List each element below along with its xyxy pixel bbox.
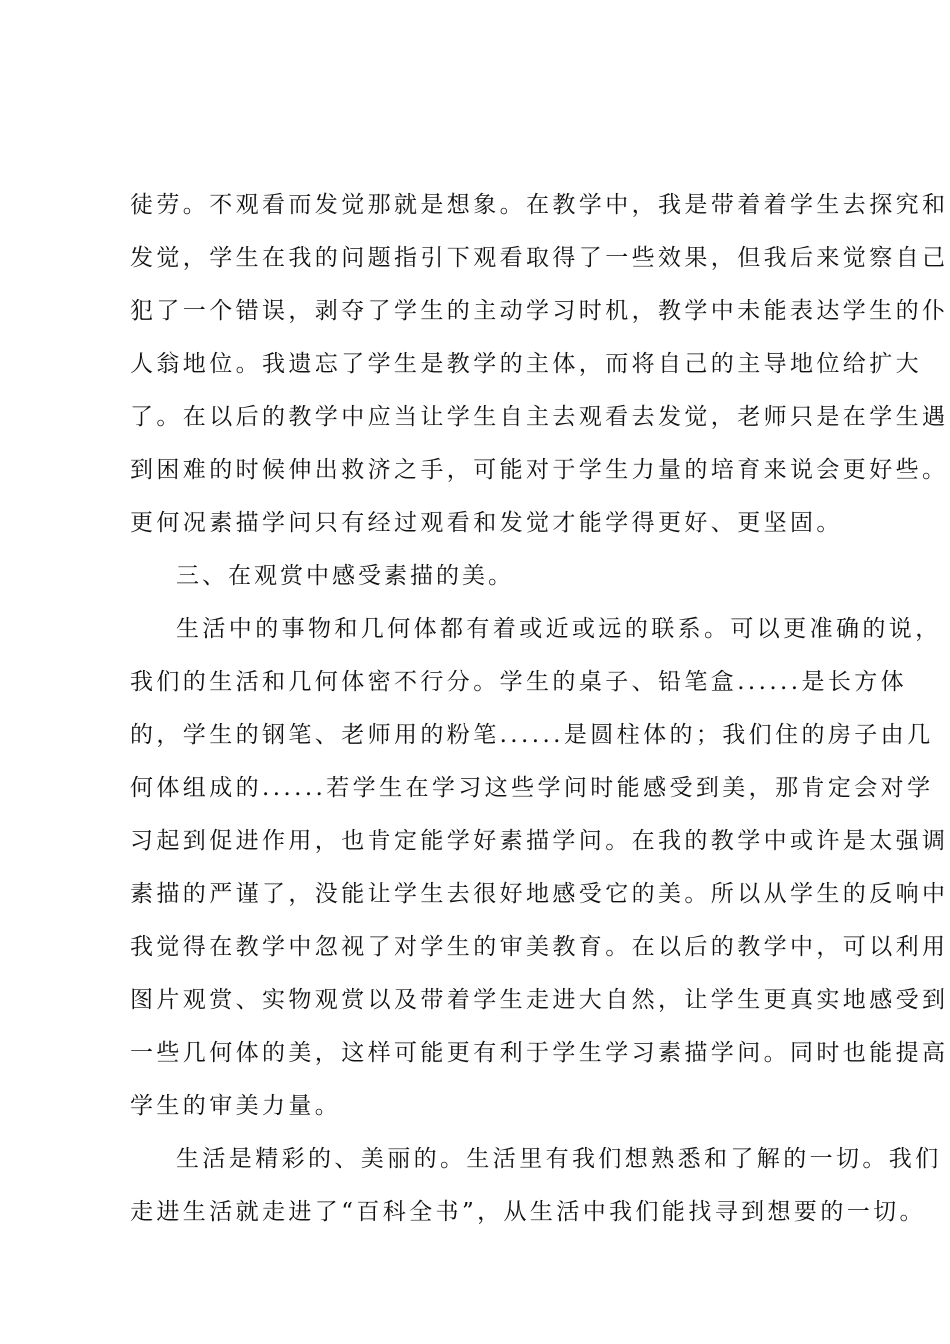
paragraph-line: 我们的生活和几何体密不行分。学生的桌子、铅笔盒......是长方体 [130, 669, 908, 695]
paragraph-line: 我觉得在教学中忽视了对学生的审美教育。在以后的教学中，可以利用 [130, 934, 949, 960]
paragraph-line: 发觉，学生在我的问题指引下观看取得了一些效果，但我后来觉察自己 [130, 245, 949, 271]
paragraph-line: 生活中的事物和几何体都有着或近或远的联系。可以更准确的说， [176, 616, 942, 642]
paragraph-line: 了。在以后的教学中应当让学生自主去观看去发觉，老师只是在学生遇 [130, 404, 949, 430]
paragraph-line: 学生的审美力量。 [130, 1093, 342, 1119]
paragraph-line: 走进生活就走进了“百科全书”，从生活中我们能找寻到想要的一切。 [130, 1199, 926, 1225]
paragraph-line: 何体组成的......若学生在学习这些学问时能感受到美，那肯定会对学 [130, 775, 934, 801]
paragraph-line: 犯了一个错误，剥夺了学生的主动学习时机，教学中未能表达学生的仆 [130, 298, 949, 324]
paragraph-line: 到困难的时候伸出救济之手，可能对于学生力量的培育来说会更好些。 [130, 457, 949, 483]
paragraph-line: 习起到促进作用，也肯定能学好素描学问。在我的教学中或许是太强调 [130, 828, 949, 854]
paragraph-line: 素描的严谨了，没能让学生去很好地感受它的美。所以从学生的反响中 [130, 881, 949, 907]
paragraph-line: 更何况素描学问只有经过观看和发觉才能学得更好、更坚固。 [130, 510, 843, 536]
paragraph-line: 的，学生的钢笔、老师用的粉笔......是圆柱体的；我们住的房子由几 [130, 722, 934, 748]
paragraph-line: 生活是精彩的、美丽的。生活里有我们想熟悉和了解的一切。我们 [176, 1146, 942, 1172]
paragraph-line: 一些几何体的美，这样可能更有利于学生学习素描学问。同时也能提高 [130, 1040, 949, 1066]
section-heading: 三、在观赏中感受素描的美。 [176, 563, 514, 589]
paragraph-line: 人翁地位。我遗忘了学生是教学的主体，而将自己的主导地位给扩大 [130, 351, 922, 377]
paragraph-line: 徒劳。不观看而发觉那就是想象。在教学中，我是带着着学生去探究和 [130, 192, 949, 218]
paragraph-line: 图片观赏、实物观赏以及带着学生走进大自然，让学生更真实地感受到 [130, 987, 949, 1013]
